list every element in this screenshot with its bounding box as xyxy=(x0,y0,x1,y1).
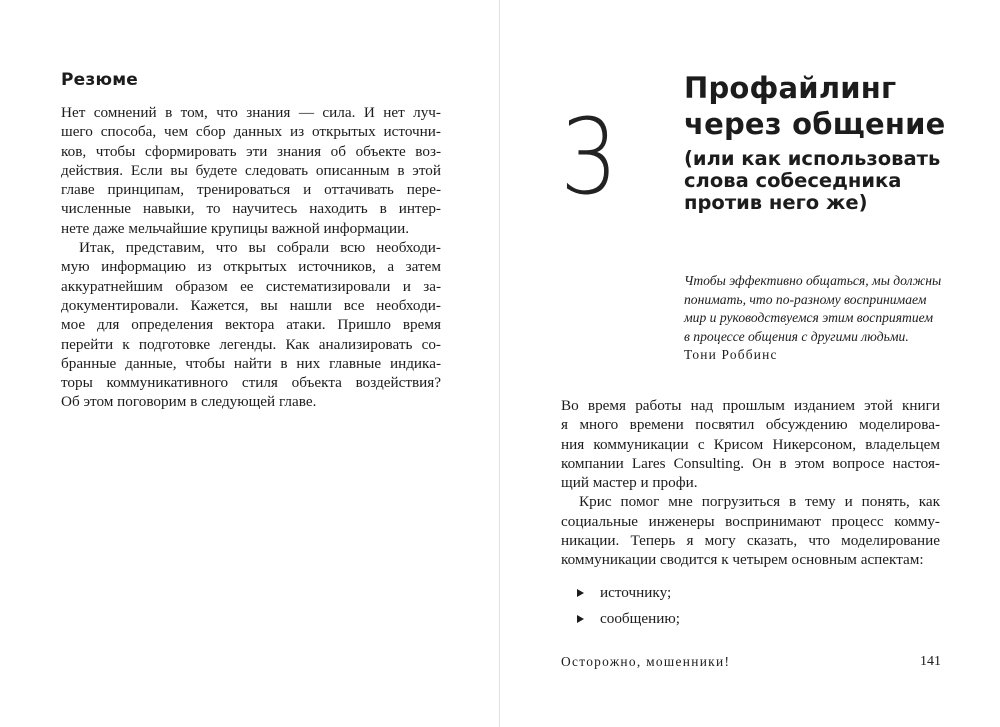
chapter-title-line: Профайлинг xyxy=(684,71,897,105)
epigraph-line: понимать, что по-разному воспринимаем xyxy=(684,291,927,307)
list-item xyxy=(577,606,680,632)
text-line: Итак, представим, что вы собрали всю необходи- xyxy=(79,239,441,257)
running-title: Осторожно, мошенники! xyxy=(561,654,731,669)
text-line: главе принципам, тренироваться и оттачивать пере- xyxy=(61,181,441,199)
text-line: торы коммуникативного стиля объекта воздействия? xyxy=(61,374,441,392)
text-line: я много времени посвятил обсуждению моделирова- xyxy=(561,416,940,434)
list-item-text: источнику; xyxy=(600,584,672,601)
chapter-subtitle xyxy=(684,148,940,214)
page-number: 141 xyxy=(920,654,941,669)
list-item-text: сообщению; xyxy=(600,610,680,627)
text-line: Крис помог мне погрузиться в тему и понять, как xyxy=(579,493,940,511)
chapter-subtitle-line: (или как использовать xyxy=(684,147,941,170)
text-line: численные навыки, то научитесь находить в интер- xyxy=(61,200,441,218)
text-line: аккуратнейшим образом ее систематизировали и за- xyxy=(61,277,441,295)
epigraph-line: мир и руководствуемся этим восприятием xyxy=(684,310,934,325)
text-line: социальные инженеры воспринимают процесс комму- xyxy=(561,512,940,530)
section-heading: Резюме xyxy=(61,70,139,90)
text-line: коммуникации сводится к четырем основным аспектам: xyxy=(561,551,924,569)
chapter-title-line: через общение xyxy=(684,107,946,141)
chapter-subtitle-line: против него же) xyxy=(684,191,868,214)
epigraph-line: Чтобы эффективно общаться, мы должны xyxy=(684,273,942,288)
chapter-subtitle-line: слова собеседника xyxy=(684,169,902,192)
text-line: нете даже мельчайшие крупицы важной информации. xyxy=(61,219,409,237)
text-line: компании Lares Consulting. Он в этом вопросе настоя- xyxy=(561,454,940,472)
bullet-list xyxy=(577,580,680,632)
text-line: никации. Теперь я могу сказать, что моделирование xyxy=(561,532,940,550)
text-line: шего способа, чем сбор данных из открытых источни- xyxy=(61,123,441,141)
text-line: мое для определения вектора атаки. Пришло время xyxy=(61,316,441,334)
triangle-bullet-icon xyxy=(577,589,584,597)
list-item xyxy=(577,580,680,606)
text-line: Нет сомнений в том, что знания — сила. И нет луч- xyxy=(61,104,441,121)
chapter-number: 3 xyxy=(560,96,619,218)
text-line: документировали. Кажется, вы нашли все необходи- xyxy=(61,296,441,314)
epigraph xyxy=(684,272,941,346)
text-line: щий мастер и профи. xyxy=(561,474,698,492)
text-line: бранные данные, чтобы найти в них главные индика- xyxy=(61,354,441,372)
summary-paragraphs xyxy=(61,103,441,412)
chapter-body xyxy=(561,396,940,570)
epigraph-line: в процессе общения с другими людьми. xyxy=(684,328,909,344)
text-line: Во время работы над прошлым изданием этой книги xyxy=(561,397,940,414)
text-line: ния коммуникации с Крисом Никерсоном, владельцем xyxy=(561,435,940,453)
text-line: мую информацию из открытых источников, а затем xyxy=(61,258,441,276)
text-line: Об этом поговорим в следующей главе. xyxy=(61,393,317,411)
chapter-title xyxy=(684,70,945,142)
text-line: перейти к подготовке легенды. Как анализировать со- xyxy=(61,335,441,353)
text-line: ков, чтобы сформировать эти знания об объекте воз- xyxy=(61,142,441,160)
triangle-bullet-icon xyxy=(577,615,584,623)
text-line: действия. Если вы будете следовать описанным в этой xyxy=(61,161,441,179)
epigraph-author: Тони Роббинс xyxy=(684,347,778,362)
